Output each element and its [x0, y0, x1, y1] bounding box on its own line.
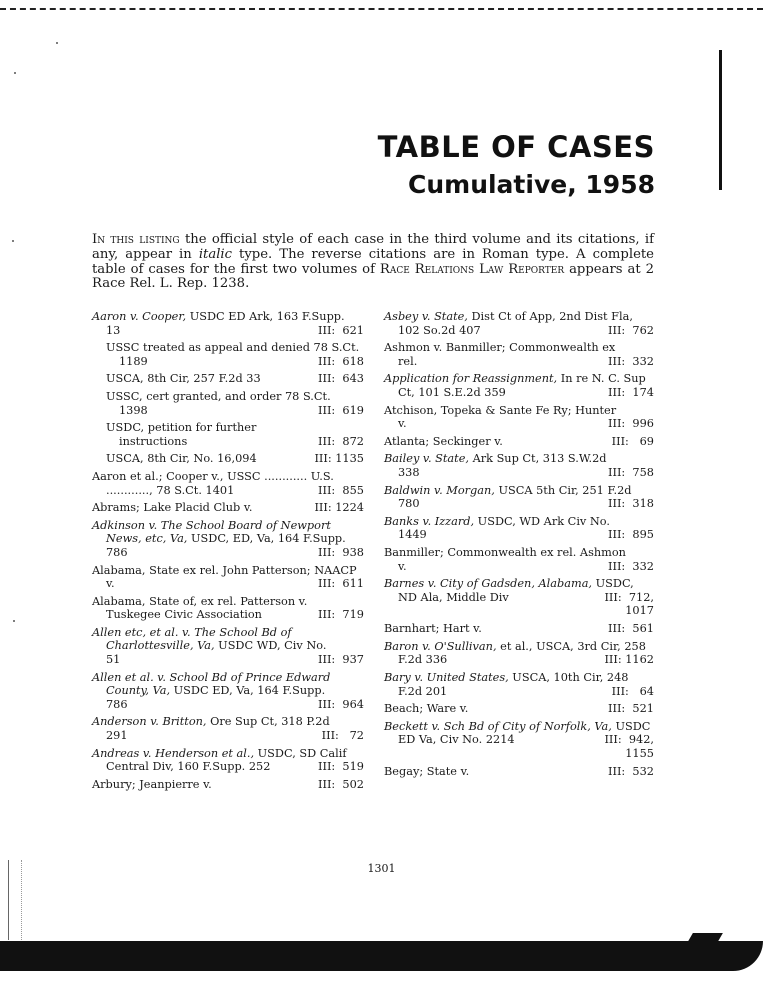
case-title-italic: Barnes v. City of Gadsden, Alabama,: [384, 577, 593, 591]
case-name: [384, 310, 633, 337]
case-name: [92, 564, 357, 591]
volume-page-reference: III: 174: [608, 385, 654, 399]
case-name: [384, 577, 634, 604]
case-entry: [384, 404, 654, 431]
volume-page-reference: III: 332: [608, 354, 654, 368]
case-entry: [384, 452, 654, 479]
volume-page-reference: III: 758: [608, 465, 654, 479]
top-scan-border: [0, 0, 763, 10]
case-entry: [92, 519, 364, 560]
volume-page-reference: III: 521: [608, 702, 654, 716]
case-name: [92, 747, 347, 774]
bottom-scan-shadow-tip: [687, 933, 723, 943]
volume-page-reference: III: 872: [318, 434, 364, 448]
case-title-italic: Baron v. O'Sullivan,: [384, 639, 497, 653]
case-name: [92, 671, 330, 711]
case-entry: [384, 719, 654, 761]
case-citation-text: USCA, 10th Cir, 248 F.2d 201: [398, 671, 629, 698]
case-name: [384, 702, 532, 715]
case-entry: [384, 671, 654, 698]
case-citation-text: Banmiller; Commonwealth ex rel. Ashmon v.: [384, 545, 626, 573]
volume-page-reference: III: 621: [318, 323, 364, 337]
volume-page-reference: III: 561: [608, 622, 654, 636]
case-name: [106, 372, 325, 385]
case-entry: [384, 484, 654, 511]
scan-speck: [12, 240, 14, 242]
case-entry: [92, 671, 364, 712]
case-name: [384, 341, 615, 368]
case-entry: [384, 640, 654, 667]
title-block: [300, 130, 655, 202]
case-name: [384, 546, 626, 573]
case-entry: [92, 595, 364, 622]
volume-page-reference: III: 1224: [314, 501, 364, 515]
bottom-scan-shadow: [0, 941, 763, 971]
case-citation-text: Atchison, Topeka & Sante Fe Ry; Hunter v.: [384, 403, 617, 431]
case-name: [92, 715, 330, 742]
case-name: [106, 452, 321, 465]
case-title-italic: Anderson v. Britton,: [92, 715, 207, 729]
case-name: [92, 778, 276, 791]
case-citation-text: Ashmon v. Banmiller; Commonwealth ex rel.: [384, 341, 616, 368]
case-citation-text: Alabama, State of, ex rel. Patterson v. Tuskegee Civic Association: [92, 594, 308, 622]
case-name: [92, 595, 326, 622]
case-name: [384, 622, 546, 635]
volume-page-reference: III: 502: [318, 777, 364, 791]
case-title-italic: Aaron v. Cooper,: [92, 310, 187, 323]
case-entry: [92, 501, 364, 515]
volume-page-reference: III: 895: [608, 528, 654, 542]
case-name: [384, 671, 629, 698]
case-citation-text: In re N. C. Sup Ct, 101 S.E.2d 359: [398, 372, 646, 399]
volume-page-reference: III: 996: [608, 417, 654, 431]
case-title-italic: Allen et al. v. School Bd of Prince Edward County, Va,: [92, 670, 331, 698]
case-name: [106, 390, 331, 417]
case-entry: [92, 747, 364, 774]
case-citation-text: Ore Sup Ct, 318 P.2d 291: [106, 715, 330, 743]
volume-page-reference: III: 332: [608, 559, 654, 573]
case-entry: [92, 626, 364, 667]
case-title-italic: Banks v. Izzard,: [384, 514, 475, 528]
case-entry: [384, 546, 654, 573]
case-title-italic: Allen etc, et al. v. The School Bd of Charlottesville, Va,: [92, 625, 292, 653]
case-citation-text: Dist Ct of App, 2nd Dist Fla, 102 So.2d 407: [398, 310, 633, 337]
case-entry: [384, 310, 654, 337]
volume-page-reference: III: 72: [321, 729, 364, 743]
case-entry: [384, 341, 654, 368]
case-citation-text: Beach; Ware v.: [384, 702, 469, 716]
scan-speck: [56, 42, 58, 44]
case-name: [384, 372, 646, 399]
case-entry: [384, 765, 654, 779]
volume-page-reference: III: 942, 1155: [604, 733, 654, 761]
volume-page-reference: III: 532: [608, 765, 654, 779]
volume-page-reference: III: 619: [318, 403, 364, 417]
volume-page-reference: III: 643: [318, 372, 364, 386]
case-citation-text: Arbury; Jeanpierre v.: [92, 777, 212, 791]
case-name: [384, 435, 567, 448]
case-entry: [92, 715, 364, 742]
case-subentry: [92, 421, 364, 448]
case-citation-text: Abrams; Lake Placid Club v.: [92, 501, 253, 515]
intro-paragraph: [92, 233, 654, 292]
case-entry: [384, 372, 654, 399]
volume-page-reference: III: 618: [318, 354, 364, 368]
volume-page-reference: III: 937: [318, 653, 364, 667]
case-citation-text: USSC, cert granted, and order 78 S.Ct. 1398: [106, 389, 331, 417]
intro-italic-word: italic: [198, 246, 233, 262]
case-name: [384, 452, 607, 479]
volume-page-reference: III: 519: [318, 760, 364, 774]
volume-page-reference: III: 69: [611, 434, 654, 448]
left-case-column: [92, 310, 364, 795]
intro-text-3: appears at 2 Race Rel. L. Rep. 1238.: [92, 261, 654, 292]
page-subtitle: Cumulative, 1958: [408, 170, 655, 199]
volume-page-reference: III: 719: [318, 608, 364, 622]
case-citation-text: USDC, ED, Va, 164 F.Supp. 786: [106, 532, 346, 559]
intro-text-2: type. The reverse citations are in Roman type. A complete table of cases for the first two volumes of: [92, 246, 654, 277]
case-citation-text: Barnhart; Hart v.: [384, 622, 482, 636]
volume-page-reference: III: 938: [318, 545, 364, 559]
case-entry: [384, 435, 654, 449]
case-title-italic: Bary v. United States,: [384, 671, 509, 685]
intro-text-1: the official style of each case in the third volume and its citations, if any, appear in: [92, 232, 654, 262]
case-title-italic: Application for Reassignment,: [384, 372, 558, 386]
case-citation-text: Begay; State v.: [384, 765, 470, 779]
volume-page-reference: III: 855: [318, 483, 364, 497]
case-name: [384, 484, 632, 511]
case-subentry: [92, 341, 364, 368]
case-subentry: [92, 452, 364, 466]
case-citation-text: USDC, WD Ark Civ No. 1449: [398, 514, 610, 542]
case-citation-text: Aaron et al.; Cooper v., USSC ............ U.S. ............, 78 S.Ct. 1401: [92, 469, 334, 497]
case-citation-text: USDC ED Va, Civ No. 2214: [398, 719, 651, 747]
case-citation-text: Alabama, State ex rel. John Patterson; NAACP v.: [92, 563, 357, 591]
volume-page-reference: III: 1162: [604, 653, 654, 667]
scan-speck: [14, 72, 16, 74]
volume-page-reference: III: 318: [608, 497, 654, 511]
case-citation-text: USDC, SD Calif Central Div, 160 F.Supp. 252: [106, 746, 347, 774]
volume-page-reference: III: 611: [318, 577, 364, 591]
scan-speck: [13, 620, 15, 622]
case-entry: [92, 310, 364, 337]
volume-page-reference: III: 64: [611, 684, 654, 698]
case-citation-text: USSC treated as appeal and denied 78 S.Ct. 1189: [106, 341, 360, 368]
case-citation-text: Atlanta; Seckinger v.: [384, 434, 503, 448]
case-title-italic: Baldwin v. Morgan,: [384, 483, 495, 497]
case-title-italic: Beckett v. Sch Bd of City of Norfolk, Va,: [384, 719, 612, 733]
case-name: [384, 765, 533, 778]
volume-page-reference: III: 1135: [314, 452, 364, 466]
case-entry: [92, 778, 364, 792]
case-citation-text: et al., USCA, 3rd Cir, 258 F.2d 336: [398, 639, 646, 667]
case-citation-text: USDC WD, Civ No. 51: [106, 639, 327, 667]
right-margin-mark: [719, 50, 722, 190]
right-case-column: [384, 310, 654, 783]
case-citation-text: USDC ED Ark, 163 F.Supp. 13: [106, 310, 345, 337]
case-title-italic: Bailey v. State,: [384, 452, 469, 466]
case-name: [92, 501, 317, 514]
case-subentry: [92, 372, 364, 386]
case-entry: [384, 577, 654, 618]
case-subentry: [92, 390, 364, 417]
case-citation-text: USDC ED, Va, 164 F.Supp. 786: [106, 684, 326, 711]
case-entry: [92, 470, 364, 497]
case-name: [92, 470, 334, 497]
case-citation-text: USDC, petition for further instructions: [106, 421, 257, 448]
case-entry: [92, 564, 364, 591]
case-citation-text: USCA, 8th Cir, 257 F.2d 33: [106, 372, 261, 386]
case-title-italic: Adkinson v. The School Board of Newport News, etc, Va,: [92, 518, 331, 546]
page-number: 1301: [367, 862, 396, 875]
case-name: [92, 310, 345, 337]
volume-page-reference: III: 762: [608, 323, 654, 337]
case-name: [384, 515, 610, 542]
case-name: [106, 421, 256, 448]
case-citation-text: Ark Sup Ct, 313 S.W.2d 338: [398, 452, 607, 479]
case-name: [92, 626, 326, 666]
intro-lead-smallcaps: In this listing: [92, 232, 180, 247]
case-entry: [384, 515, 654, 542]
case-title-italic: Andreas v. Henderson et al.,: [92, 746, 255, 760]
case-title-italic: Asbey v. State,: [384, 310, 468, 323]
intro-reporter-name: Race Relations Law Reporter: [379, 261, 565, 277]
case-citation-text: USDC, ND Ala, Middle Div: [398, 577, 634, 604]
page-title: TABLE OF CASES: [377, 130, 655, 164]
volume-page-reference: III: 712, 1017: [604, 590, 654, 618]
case-entry: [384, 702, 654, 716]
case-citation-text: USCA, 8th Cir, No. 16,094: [106, 452, 257, 466]
case-entry: [384, 622, 654, 636]
case-name: [384, 404, 616, 431]
volume-page-reference: III: 964: [318, 697, 364, 711]
case-citation-text: USCA 5th Cir, 251 F.2d 780: [398, 483, 632, 511]
case-name: [92, 519, 346, 559]
